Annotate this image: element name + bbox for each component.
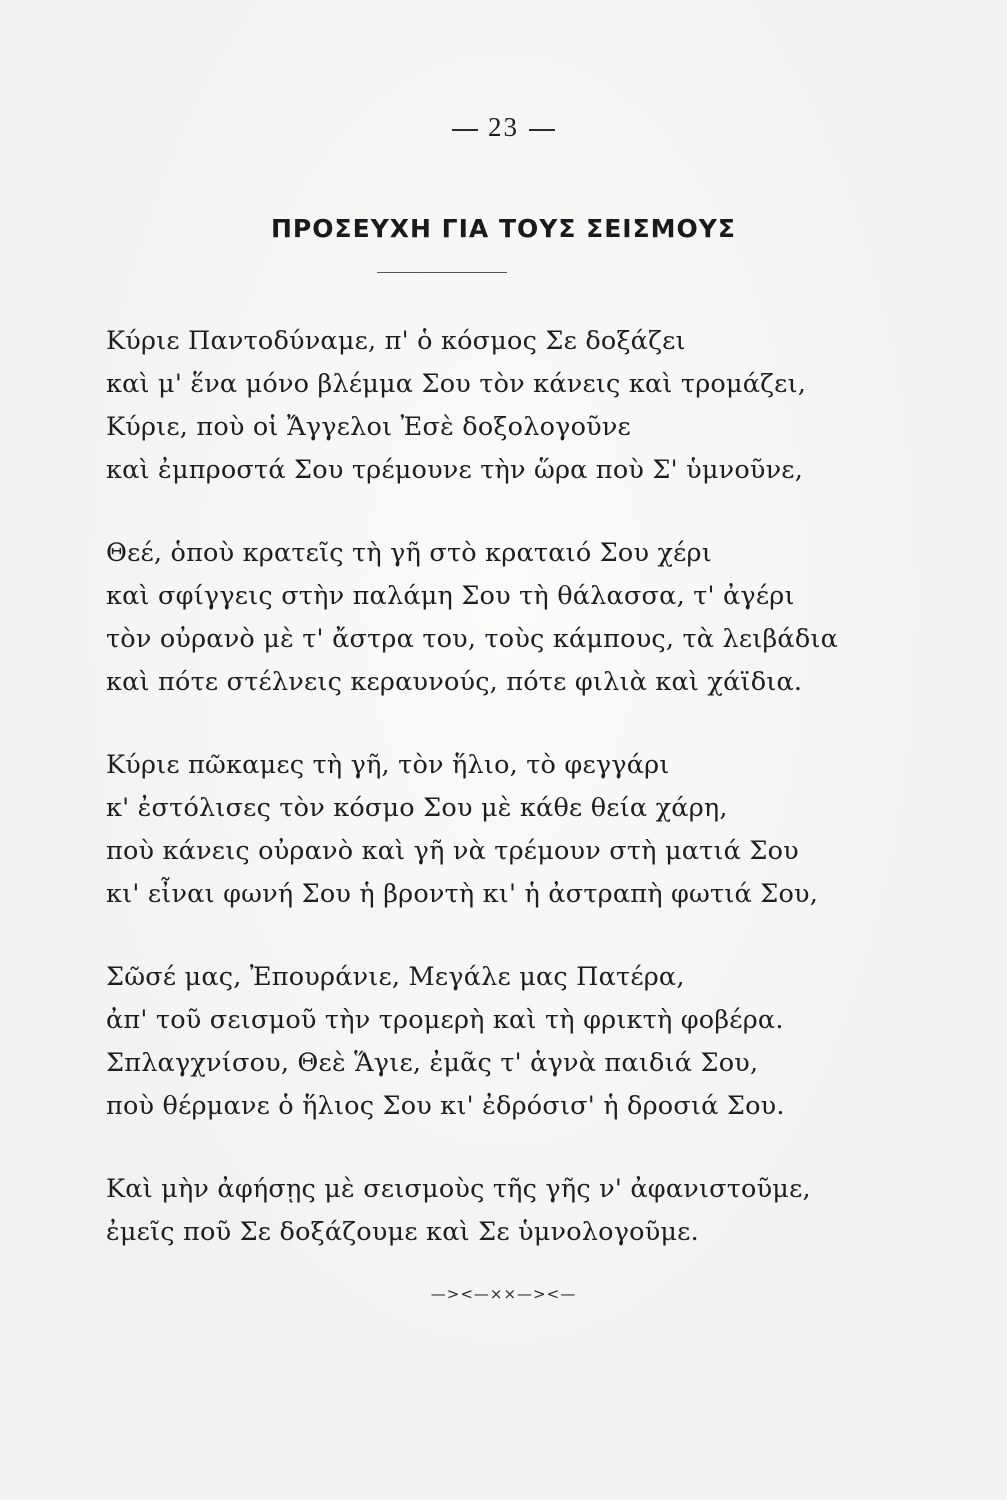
poem-line: Καὶ μὴν ἀφήσῃς μὲ σεισμοὺς τῆς γῆς ν' ἀφανιστοῦμε, [106,1174,811,1204]
page-number-dash-left [452,129,478,131]
poem-line: ποὺ θέρμανε ὁ ἥλιος Σου κι' ἐδρόσισ' ἡ δροσιά Σου. [106,1091,785,1121]
poem-line: κι' εἶναι φωνή Σου ἡ βροντὴ κι' ἡ ἀστραπὴ φωτιά Σου, [106,879,819,909]
poem-line: καὶ σφίγγεις στὴν παλάμη Σου τὴ θάλασσα, τ' ἀγέρι [106,581,795,611]
poem-line: καὶ πότε στέλνεις κεραυνούς, πότε φιλιὰ καὶ χάϊδια. [106,667,803,697]
poem-line: κ' ἐστόλισες τὸν κόσμο Σου μὲ κάθε θεία χάρη, [106,793,728,823]
poem-line: καὶ μ' ἕνα μόνο βλέμμα Σου τὸν κάνεις καὶ τρομάζει, [106,369,807,399]
poem-line: Κύριε Παντοδύναμε, π' ὁ κόσμος Σε δοξάζει [106,326,686,356]
poem-line: Κύριε πῶκαμες τὴ γῆ, τὸν ἥλιο, τὸ φεγγάρι [106,750,670,780]
stanza-5 [106,1168,906,1254]
stanza-1 [106,320,906,492]
end-ornament: —><—××—><— [430,1285,577,1303]
stanza-2 [106,532,906,704]
poem-line: τὸν οὐρανὸ μὲ τ' ἄστρα του, τοὺς κάμπους, τὰ λειβάδια [106,624,839,654]
poem-line: καὶ ἐμπροστά Σου τρέμουνε τὴν ὥρα ποὺ Σ' ὑμνοῦνε, [106,455,804,485]
page-number [0,112,1007,143]
poem-line: Θεέ, ὁποὺ κρατεῖς τὴ γῆ στὸ κραταιό Σου χέρι [106,538,712,568]
page-number-dash-right [529,129,555,131]
page-number-text: 23 [488,112,519,142]
poem-line: ἐμεῖς ποῦ Σε δοξάζουμε καὶ Σε ὑμνολογοῦμε. [106,1217,699,1247]
poem-line: ἀπ' τοῦ σεισμοῦ τὴν τρομερὴ καὶ τὴ φρικτὴ φοβέρα. [106,1005,784,1035]
poem-title: ΠΡΟΣΕΥΧΗ ΓΙΑ ΤΟΥΣ ΣΕΙΣΜΟΥΣ [271,214,736,243]
stanza-3 [106,744,906,916]
poem-line: Σῶσέ μας, Ἐπουράνιε, Μεγάλε μας Πατέρα, [106,962,685,992]
poem-line: Κύριε, ποὺ οἱ Ἄγγελοι Ἐσὲ δοξολογοῦνε [106,412,631,442]
title-divider [377,272,507,273]
stanza-4 [106,956,906,1128]
poem-line: Σπλαγχνίσου, Θεὲ Ἅγιε, ἐμᾶς τ' ἁγνὰ παιδιά Σου, [106,1048,759,1078]
poem-body [106,320,906,1294]
poem-line: ποὺ κάνεις οὐρανὸ καὶ γῆ νὰ τρέμουν στὴ ματιά Σου [106,836,799,866]
